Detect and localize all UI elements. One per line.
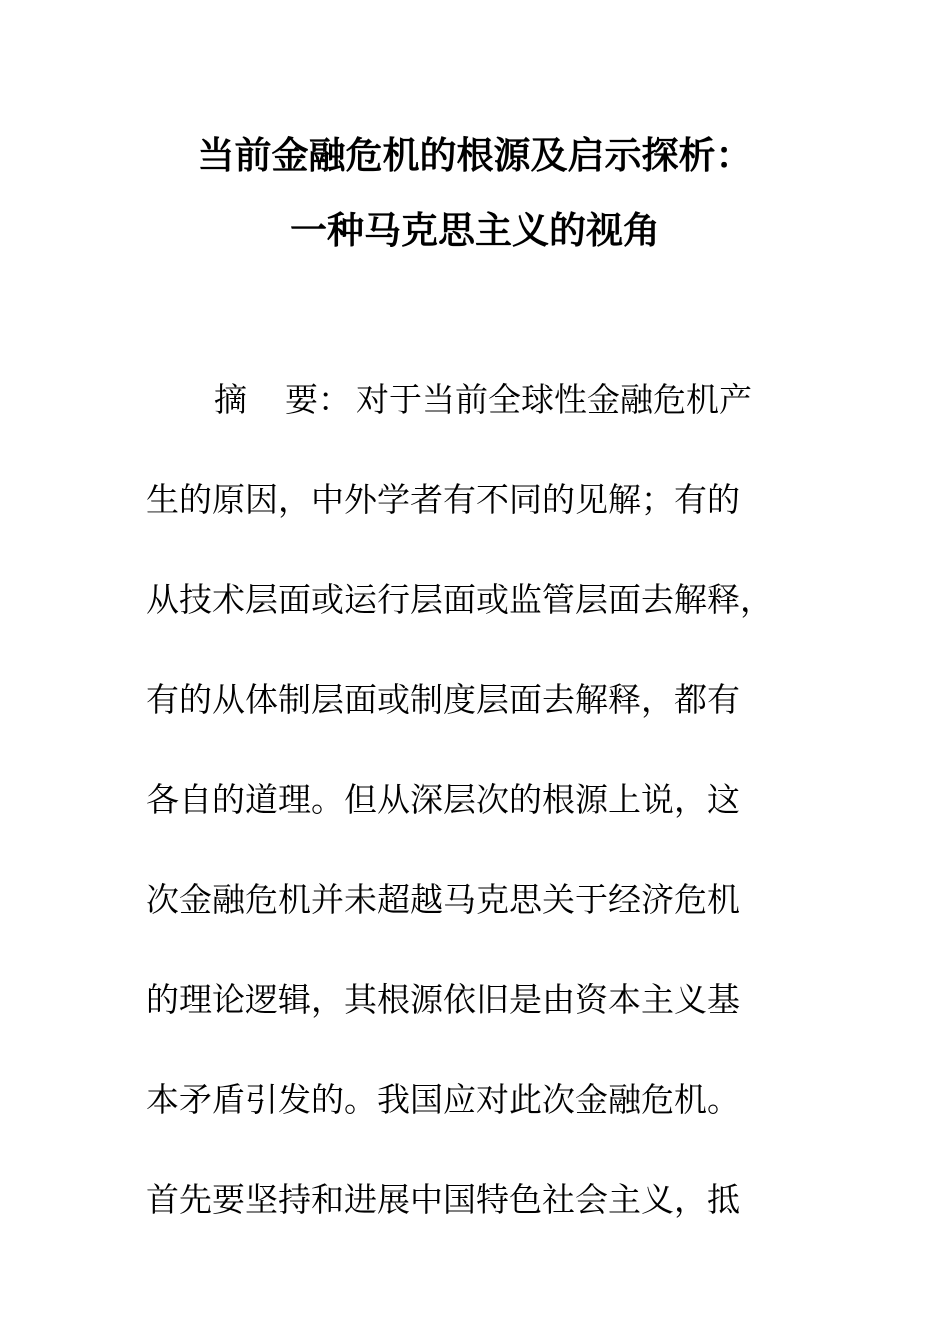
document-title-line-2: 一种马克思主义的视角 bbox=[290, 208, 660, 252]
abstract-label-char-2: 要： bbox=[285, 380, 351, 419]
abstract-line-2: 生的原因，中外学者有不同的见解；有的 bbox=[146, 480, 740, 519]
document-title-line-1: 当前金融危机的根源及启示探析： bbox=[197, 133, 753, 177]
abstract-label-char-1: 摘 bbox=[214, 380, 247, 419]
abstract-line-9: 首先要坚持和进展中国特色社会主义，抵 bbox=[146, 1180, 740, 1219]
abstract-line-4: 有的从体制层面或制度层面去解释，都有 bbox=[146, 680, 740, 719]
abstract-line-8: 本矛盾引发的。我国应对此次金融危机。 bbox=[146, 1080, 740, 1119]
abstract-line-5: 各自的道理。但从深层次的根源上说，这 bbox=[146, 780, 740, 819]
abstract-line-6: 次金融危机并未超越马克思关于经济危机 bbox=[146, 880, 740, 919]
abstract-line-7: 的理论逻辑，其根源依旧是由资本主义基 bbox=[146, 980, 740, 1019]
abstract-line-1: 对于当前全球性金融危机产 bbox=[356, 380, 752, 419]
abstract-label bbox=[214, 380, 351, 420]
abstract-line-3: 从技术层面或运行层面或监管层面去解释， bbox=[146, 580, 773, 619]
